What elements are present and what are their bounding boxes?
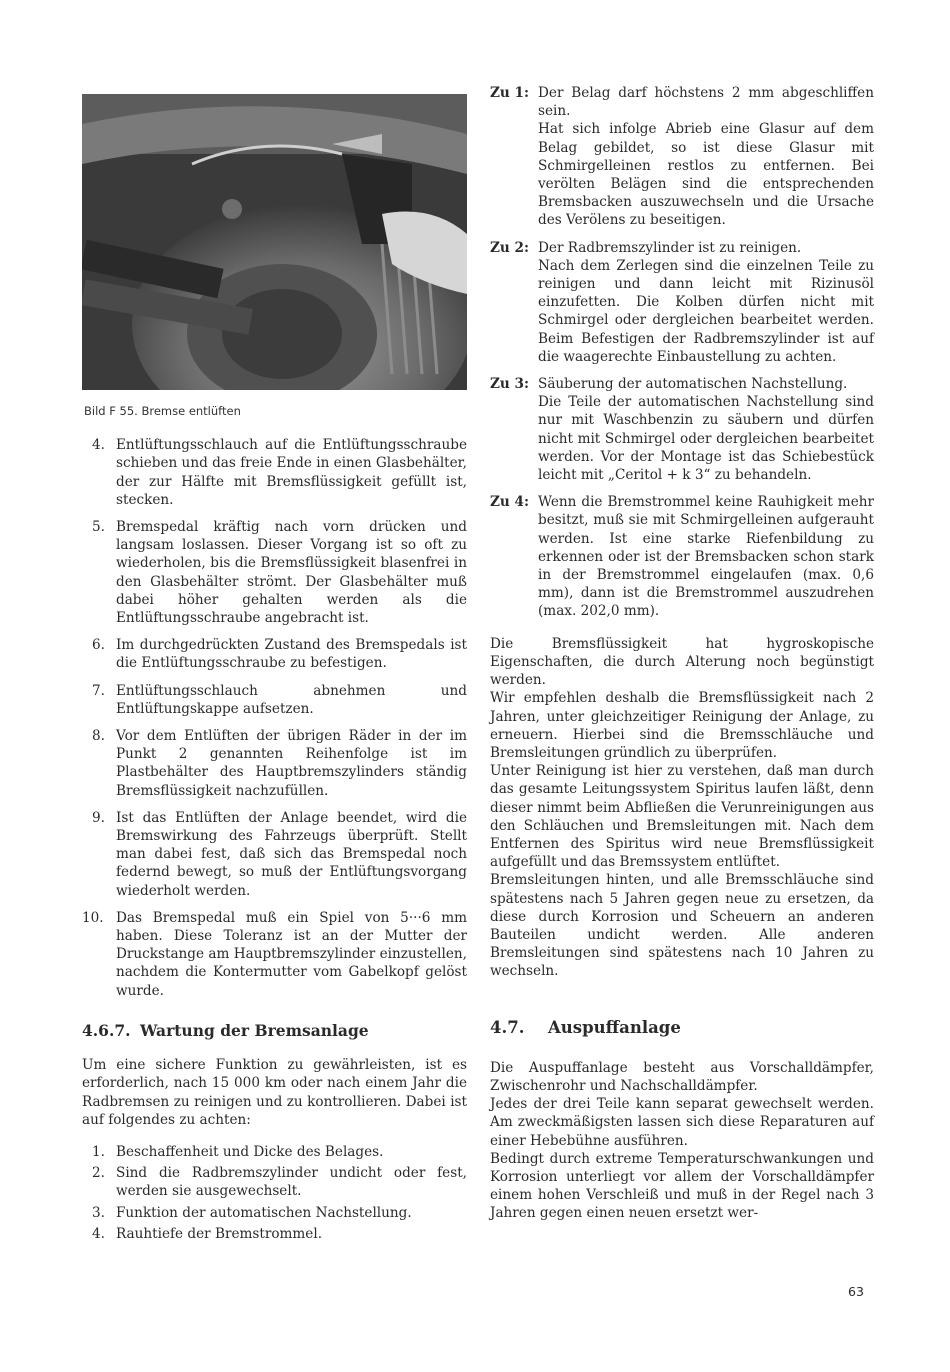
step-text: Vor dem Entlüften der übrigen Räder in der im Punkt 2 genannten Reihenfolge ist im Plastbehälter des Hauptbremszylinders ständig Bremsflüssigkeit nachzufüllen. — [116, 728, 467, 799]
zu-text-block — [538, 493, 874, 620]
list-item — [82, 1143, 467, 1161]
step-number: 7. — [92, 682, 105, 699]
item-text: Funktion der automatischen Nachstellung. — [116, 1204, 412, 1221]
zu-text-continued: Die Teile der automatischen Nachstellung sind nur mit Waschbenzin zu säubern und dürfen nicht mit Schmirgel oder dergleichen bearbeitet werden. Vor der Montage ist das Schiebestück leicht mit „Ceritol + k 3“ zu behandeln. — [538, 394, 874, 484]
section-intro: Um eine sichere Funktion zu gewährleisten, ist es erforderlich, nach 15 000 km oder nach einem Jahr die Radbremsen zu reinigen und zu kontrollieren. Dabei ist auf folgendes zu achten: — [82, 1057, 467, 1128]
list-item — [82, 727, 467, 800]
item-number: 4. — [92, 1225, 105, 1242]
step-number: 4. — [92, 437, 105, 454]
zu-label: Zu 4: — [490, 494, 530, 511]
zu-label: Zu 2: — [490, 239, 530, 256]
list-item — [82, 436, 467, 509]
item-number: 3. — [92, 1204, 105, 1221]
list-item — [82, 1164, 467, 1200]
brake-photo-illustration — [82, 94, 467, 390]
step-number: 9. — [92, 809, 105, 826]
list-item — [82, 682, 467, 718]
item-text: Sind die Radbremszylinder undicht oder fest, werden sie ausgewechselt. — [116, 1165, 467, 1200]
exhaust-paragraph-2: Jedes der drei Teile kann separat gewechselt werden. Am zweckmäßigsten lassen sich diese Reparaturen auf einer Hebebühne ausführen. — [490, 1096, 874, 1149]
brake-fluid-paragraph-3: Unter Reinigung ist hier zu verstehen, daß man durch das gesamte Leitungssystem Spiritus laufen läßt, denn dieser nimmt beim Abfließen die Verunreinigungen aus den Schläuchen und Bremsleitungen mit. Nach dem Entfernen des Spiritus wird neue Bremsflüssigkeit aufgefüllt und das Bremssystem entlüftet. — [490, 763, 874, 871]
section-number: 4.6.7. — [82, 1020, 131, 1040]
zu-text-continued: Nach dem Zerlegen sind die einzelnen Teile zu reinigen und dann leicht mit Rizinusöl einzufetten. Die Kolben dürfen nicht mit Schmirgel oder dergleichen bearbeitet werden. Beim Befestigen der Radbremszylinder ist auf die waagerechte Einbaustellung zu achten. — [538, 257, 874, 365]
step-text: Im durchgedrückten Zustand des Bremspedals ist die Entlüftungsschraube zu befestigen. — [116, 637, 467, 672]
zu-text-block — [538, 239, 874, 366]
right-column — [490, 84, 874, 1223]
step-number: 6. — [92, 637, 105, 654]
bleeding-steps-list — [82, 436, 467, 1000]
step-number: 8. — [92, 728, 105, 745]
section-heading-47 — [490, 1019, 874, 1037]
zu-item-1 — [490, 84, 874, 230]
zu-text: Wenn die Bremstrommel keine Rauhigkeit mehr besitzt, muß sie mit Schmirgelleinen aufgerauht werden. Ist eine starke Riefenbildung zu erkennen oder ist der Bremsbacken schon stark in der Bremstrommel eingelaufen (max. 0,6 mm), dann ist die Bremstrommel auszudrehen (max. 202,0 mm). — [538, 494, 874, 620]
section-title: Wartung der Bremsanlage — [140, 1020, 369, 1040]
item-number: 1. — [92, 1143, 105, 1160]
list-item — [82, 636, 467, 672]
step-text: Entlüftungsschlauch auf die Entlüftungsschraube schieben und das freie Ende in einen Glasbehälter, der zur Hälfte mit Bremsflüssigkeit gefüllt ist, stecken. — [116, 437, 467, 508]
section-number: 4.7. — [490, 1017, 525, 1037]
step-text: Das Bremspedal muß ein Spiel von 5···6 mm haben. Diese Toleranz ist an der Mutter der Druckstange am Hauptbremszylinder einzustellen, nachdem die Kontermutter vom Gabelkopf gelöst wurde. — [116, 909, 467, 999]
zu-text: Säuberung der automatischen Nachstellung. — [538, 376, 848, 393]
zu-text: Der Belag darf höchstens 2 mm abgeschliffen sein. — [538, 85, 874, 120]
list-item — [82, 1225, 467, 1243]
step-number: 5. — [92, 519, 105, 536]
zu-label: Zu 3: — [490, 376, 530, 393]
zu-text-continued: Hat sich infolge Abrieb eine Glasur auf dem Belag gebildet, so ist diese Glasur mit Schmirgelleinen restlos zu entfernen. Bei verölten Belägen sind die entsprechenden Bremsbacken auszuwechseln und die Ursache des Verölens zu beseitigen. — [538, 121, 874, 229]
brake-bleeding-photo — [82, 94, 467, 390]
item-text: Rauhtiefe der Bremstrommel. — [116, 1225, 323, 1242]
list-item — [82, 1204, 467, 1222]
section-heading-467 — [82, 1022, 467, 1040]
zu-label: Zu 1: — [490, 85, 530, 101]
zu-text: Der Radbremszylinder ist zu reinigen. — [538, 239, 802, 256]
item-number: 2. — [92, 1165, 105, 1182]
step-text: Entlüftungsschlauch abnehmen und Entlüftungskappe aufsetzen. — [116, 682, 467, 717]
zu-item-2 — [490, 239, 874, 366]
list-item — [82, 518, 467, 627]
section-title: Auspuffanlage — [548, 1017, 681, 1037]
maintenance-checklist — [82, 1143, 467, 1243]
list-item — [82, 809, 467, 900]
brake-fluid-paragraph-4: Bremsleitungen hinten, und alle Bremsschläuche sind spätestens nach 5 Jahren gegen neue zu ersetzen, da diese durch Korrosion und Scheuern an anderen Bauteilen undicht werden. Alle anderen Bremsleitungen sind spätestens nach 10 Jahren zu wechseln. — [490, 872, 874, 980]
step-text: Bremspedal kräftig nach vorn drücken und langsam loslassen. Dieser Vorgang ist so oft zu wiederholen, bis die Bremsflüssigkeit blasenfrei in den Glasbehälter strömt. Der Glasbehälter muß dabei höher gehalten werden als die Entlüftungsschraube angebracht ist. — [116, 519, 467, 627]
exhaust-paragraph-1: Die Auspuffanlage besteht aus Vorschalldämpfer, Zwischenrohr und Nachschalldämpfer. — [490, 1059, 874, 1094]
list-item — [82, 909, 467, 1000]
zu-item-4 — [490, 493, 874, 620]
step-text: Ist das Entlüften der Anlage beendet, wird die Bremswirkung des Fahrzeugs überprüft. Stellt man dabei fest, daß sich das Bremspedal noch federnd bewegt, so muß der Entlüftungsvorgang wiederholt werden. — [116, 809, 467, 899]
zu-item-3 — [490, 375, 874, 484]
brake-fluid-paragraph-2: Wir empfehlen deshalb die Bremsflüssigkeit nach 2 Jahren, unter gleichzeitiger Reinigung der Anlage, zu erneuern. Hierbei sind die Bremsschläuche und Bremsleitungen gründlich zu überprüfen. — [490, 690, 874, 761]
zu-text-block — [538, 375, 874, 484]
page-number: 63 — [848, 1284, 864, 1299]
exhaust-paragraph-3: Bedingt durch extreme Temperaturschwankungen und Korrosion unterliegt vor allem der Vorschalldämpfer einem hohen Verschleiß und muß in der Regel nach 3 Jahren gegen einen neuen ersetzt wer- — [490, 1150, 874, 1222]
figure-caption: Bild F 55. Bremse entlüften — [84, 404, 241, 418]
item-text: Beschaffenheit und Dicke des Belages. — [116, 1143, 384, 1160]
brake-fluid-paragraph-1: Die Bremsflüssigkeit hat hygroskopische Eigenschaften, die durch Alterung noch begünstigt werden. — [490, 635, 874, 689]
left-column — [82, 84, 467, 1246]
zu-text-block — [538, 84, 874, 230]
step-number: 10. — [82, 909, 104, 926]
